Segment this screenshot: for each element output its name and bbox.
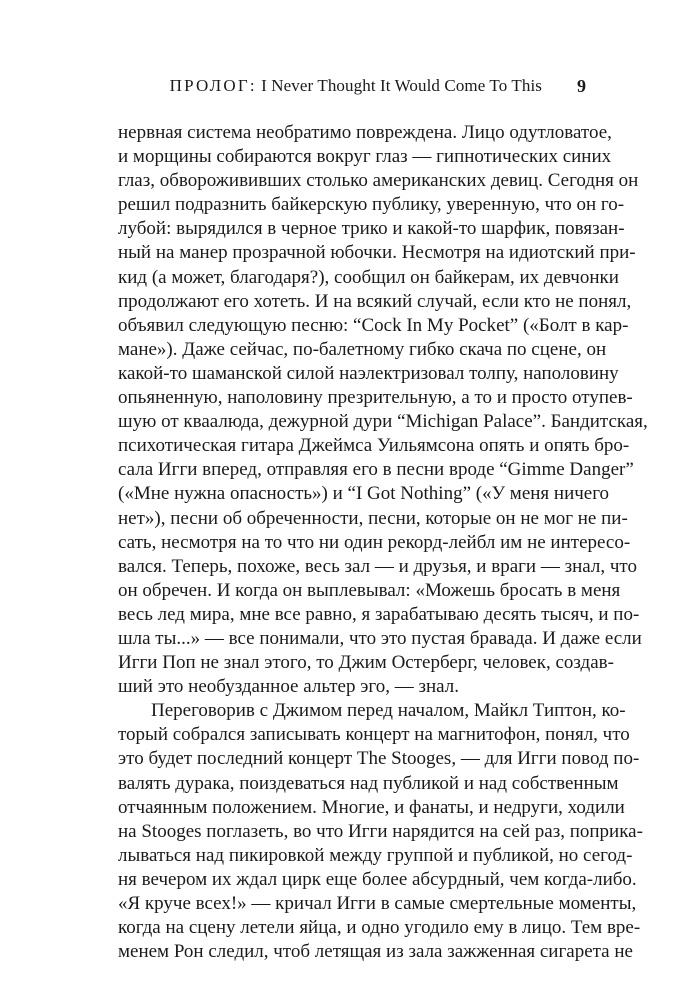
chapter-title: I Never Thought It Would Come To This: [261, 76, 542, 95]
text-line: ный на манер прозрачной юбочки. Несмотря на идиотский при-: [118, 242, 636, 264]
text-line: Переговорив с Джимом перед началом, Майкл Типтон, ко-: [151, 700, 626, 722]
section-label: ПРОЛОГ:: [169, 76, 257, 95]
text-line: менем Рон следил, чтоб летящая из зала зажженная сигарета не: [118, 941, 633, 963]
text-line: на Stooges поглазеть, во что Игги нарядится на сей раз, поприка-: [118, 820, 643, 842]
text-line: продолжают его хотеть. И на всякий случай, если кто не понял,: [118, 290, 632, 312]
text-line: решил подразнить байкерскую публику, уверенную, что он го-: [118, 194, 625, 216]
text-line: ший это необузданное альтер эго, — знал.: [118, 676, 459, 698]
paragraph-text: [118, 121, 648, 699]
text-line: сала Игги вперед, отправляя его в песни вроде “Gimme Danger”: [118, 459, 634, 481]
text-line: шла ты...» — все понимали, что это пустая бравада. И даже если: [118, 627, 642, 649]
text-line: весь лед мира, мне все равно, я зарабатываю десять тысяч, и по-: [118, 603, 640, 625]
text-line: глаз, обворожививших столько американских девиц. Сегодня он: [118, 170, 639, 192]
text-line: сать, несмотря на то что ни один рекорд-лейбл им не интересо-: [118, 531, 631, 553]
text-line: вался. Теперь, похоже, весь зал — и друзья, и враги — знал, что: [118, 555, 637, 577]
running-head-title: [170, 74, 542, 98]
text-line: объявил следующую песню: “Cock In My Pocket” («Болт в кар-: [118, 314, 629, 336]
text-line: мане»). Даже сейчас, по-балетному гибко скача по сцене, он: [118, 338, 607, 360]
text-line: лываться над пикировкой между группой и публикой, но сегод-: [118, 844, 633, 866]
text-line: какой-то шаманской силой наэлектризовал толпу, наполовину: [118, 362, 619, 384]
text-line: валять дурака, поиздеваться над публикой и над собственным: [118, 772, 619, 794]
paragraph-1: [118, 121, 648, 699]
text-line: нервная система необратимо повреждена. Лицо одутловатое,: [118, 122, 612, 143]
text-line: Игги Поп не знал этого, то Джим Остерберг, человек, создав-: [118, 652, 614, 674]
text-line: когда на сцену летели яйца, и одно угодило ему в лицо. Тем вре-: [118, 917, 641, 939]
text-line: кид (а может, благодаря?), сообщил он байкерам, их девчонки: [118, 266, 619, 288]
text-line: шую от кваалюда, дежурной дури “Michigan Palace”. Бандитская,: [118, 411, 648, 433]
text-line: и морщины собираются вокруг глаз — гипнотических синих: [118, 146, 612, 168]
body-text: [118, 121, 648, 964]
text-line: «Я круче всех!» — кричал Игги в самые смертельные моменты,: [118, 893, 637, 914]
text-line: отчаянным положением. Многие, и фанаты, и недруги, ходили: [118, 796, 625, 818]
running-head: [118, 74, 590, 98]
text-line: он обречен. И когда он выплевывал: «Можешь бросать в меня: [118, 579, 621, 601]
paragraph-text: [118, 699, 643, 964]
text-line: торый собрался записывать концерт на магнитофон, понял, что: [118, 724, 630, 746]
text-line: лубой: вырядился в черное трико и какой-то шарфик, повязан-: [118, 218, 625, 240]
text-line: («Мне нужна опасность») и “I Got Nothing” («У меня ничего: [118, 483, 610, 505]
text-line: это будет последний концерт The Stooges, — для Игги повод по-: [118, 748, 640, 770]
text-line: нет»), песни об обреченности, песни, которые он не мог не пи-: [118, 507, 628, 529]
text-line: ня вечером их ждал цирк еще более абсурдный, чем когда-либо.: [118, 868, 637, 890]
paragraph-2: [118, 699, 643, 964]
text-line: опьяненную, наполовину презрительную, а то и просто отупев-: [118, 387, 633, 409]
text-line: психотическая гитара Джеймса Уильямсона опять и опять бро-: [118, 435, 630, 457]
page-number: 9: [577, 76, 586, 96]
